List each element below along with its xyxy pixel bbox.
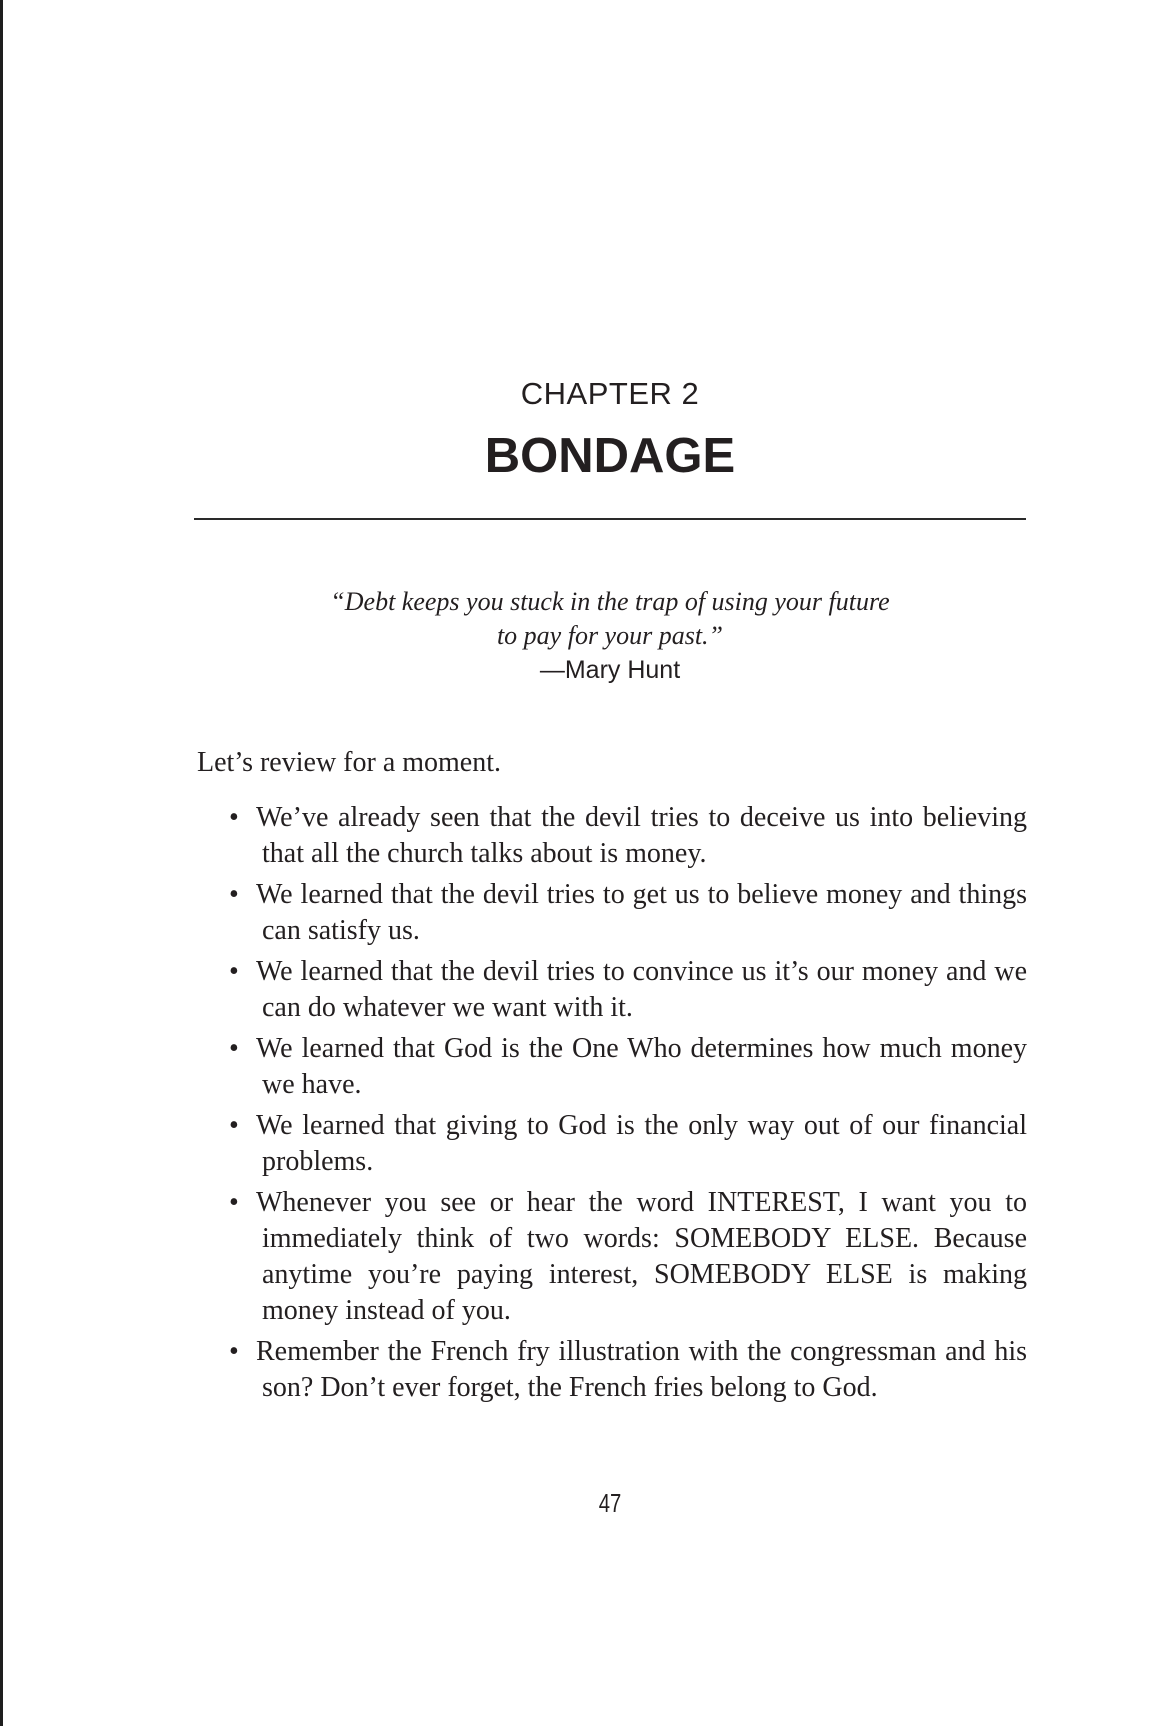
chapter-title: BONDAGE — [484, 429, 736, 483]
epigraph-quote-line: “Debt keeps you stuck in the trap of using your future — [330, 587, 890, 616]
bullet-icon: • — [229, 956, 239, 987]
list-item — [197, 877, 1027, 949]
body-text — [197, 745, 1027, 1411]
title-divider — [194, 518, 1026, 520]
list-item-text: We’ve already seen that the devil tries to deceive us into believing that all the church talks about is money. — [256, 802, 1027, 869]
epigraph-attribution: —Mary Hunt — [539, 656, 681, 684]
bullet-icon: • — [229, 802, 239, 833]
epigraph-quote-line: to pay for your past.” — [496, 621, 724, 650]
bullet-icon: • — [229, 1110, 239, 1141]
list-item-text: Whenever you see or hear the word INTEREST, I want you to immediately think of two words: SOMEBODY ELSE. Because anytime you’re paying interest, SOMEBODY ELSE is making money instead of you. — [256, 1187, 1027, 1326]
bullet-icon: • — [229, 1033, 239, 1064]
bullet-icon: • — [229, 1187, 239, 1218]
page-edge-border — [0, 0, 3, 1726]
review-list — [197, 800, 1027, 1406]
intro-paragraph: Let’s review for a moment. — [197, 747, 502, 778]
list-item — [197, 1031, 1027, 1103]
list-item-text: We learned that God is the One Who determines how much money we have. — [256, 1033, 1027, 1100]
list-item — [197, 1334, 1027, 1406]
chapter-label: CHAPTER 2 — [520, 376, 700, 411]
list-item-text: We learned that the devil tries to get us to believe money and things can satisfy us. — [256, 879, 1027, 946]
list-item-text: Remember the French fry illustration with the congressman and his son? Don’t ever forget, the French fries belong to God. — [256, 1336, 1027, 1403]
bullet-icon: • — [229, 879, 239, 910]
list-item-text: We learned that giving to God is the only way out of our financial problems. — [256, 1110, 1027, 1177]
epigraph — [194, 585, 1026, 687]
page-number: 47 — [598, 1488, 622, 1518]
list-item — [197, 800, 1027, 872]
list-item — [197, 1185, 1027, 1329]
list-item — [197, 954, 1027, 1026]
list-item-text: We learned that the devil tries to convince us it’s our money and we can do whatever we want with it. — [256, 956, 1027, 1023]
list-item — [197, 1108, 1027, 1180]
bullet-icon: • — [229, 1336, 239, 1367]
